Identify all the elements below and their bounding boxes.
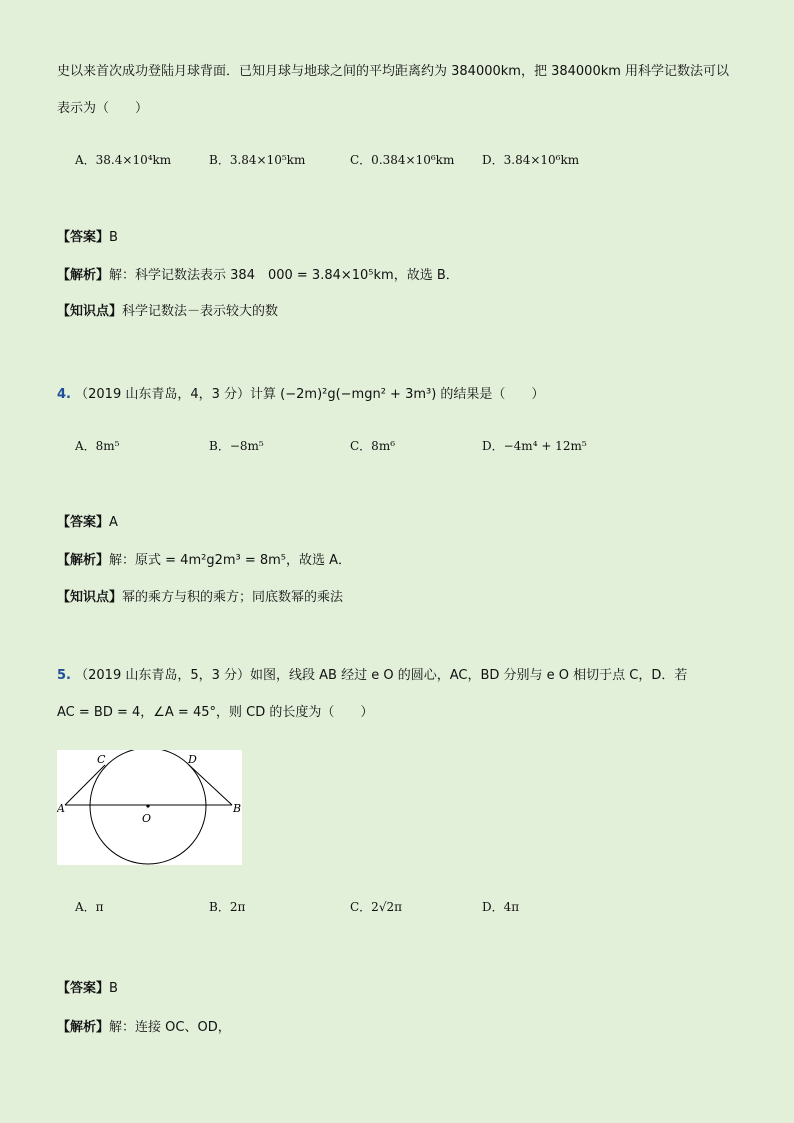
geometry-figure (57, 750, 242, 865)
q3-option-b: B．3.84×10⁵km (209, 153, 306, 167)
q5-option-c: C．2√2π (350, 900, 402, 914)
q3-stem-line2: 表示为（ ） (57, 101, 149, 116)
center-point (146, 804, 149, 807)
question-source: （2019 山东青岛，5，3 分） (75, 668, 251, 683)
label-o: O (142, 812, 152, 825)
knowledge-text: 科学记数法－表示较大的数 (122, 304, 279, 319)
q4-option-c: C．8m⁶ (350, 439, 396, 453)
q3-analysis-row (57, 266, 459, 286)
q3-stem-line1: 史以来首次成功登陆月球背面．已知月球与地球之间的平均距离约为 384000km，把 384000km 用科学记数法可以 (57, 64, 730, 79)
q5-option-a: A．π (75, 900, 104, 914)
label-c: C (97, 753, 106, 766)
q3-option-c: C．0.384×10⁶km (350, 153, 455, 167)
answer-value: B (109, 230, 118, 245)
answer-label: 【答案】 (57, 981, 110, 996)
answer-value: A (109, 515, 118, 530)
q4-option-d: D．−4m⁴ + 12m⁵ (482, 439, 587, 453)
analysis-label: 【解析】 (57, 1020, 110, 1035)
q4-option-b: B．−8m⁵ (209, 439, 264, 453)
analysis-label: 【解析】 (57, 268, 110, 283)
answer-label: 【答案】 (57, 515, 110, 530)
label-a: A (57, 802, 65, 815)
q5-analysis-row (57, 1018, 231, 1038)
question-text: 如图，线段 AB 经过 e O 的圆心，AC，BD 分别与 e O 相切于点 C，D．若 (250, 668, 688, 683)
q5-option-d: D．4π (482, 900, 520, 914)
question-source: （2019 山东青岛，4，3 分） (75, 387, 251, 402)
circle-tangent-diagram (57, 750, 242, 865)
analysis-text: 解：连接 OC、OD， (109, 1020, 231, 1035)
analysis-label: 【解析】 (57, 553, 110, 568)
q3-answer-row (57, 228, 118, 248)
q3-option-d: D．3.84×10⁶km (482, 153, 580, 167)
q4-knowledge-row (57, 588, 343, 608)
q4-stem (57, 385, 544, 405)
tangent-ac (65, 765, 105, 805)
label-d: D (188, 753, 197, 766)
answer-label: 【答案】 (57, 230, 110, 245)
q5-option-b: B．2π (209, 900, 246, 914)
question-number: 4. (57, 387, 71, 402)
tangent-bd (189, 765, 232, 805)
q4-option-a: A．8m⁵ (75, 439, 120, 453)
knowledge-text: 幂的乘方与积的乘方；同底数幂的乘法 (122, 590, 344, 605)
knowledge-label: 【知识点】 (57, 304, 123, 319)
label-b: B (233, 802, 242, 815)
analysis-text: 解：原式 = 4m²g2m³ = 8m⁵，故选 A． (109, 553, 352, 568)
q4-analysis-row (57, 551, 351, 571)
question-number: 5. (57, 668, 71, 683)
question-text: 计算 (−2m)²g(−mgn² + 3m³) 的结果是（ ） (250, 387, 545, 402)
q3-option-a: A．38.4×10⁴km (75, 153, 172, 167)
answer-value: B (109, 981, 118, 996)
knowledge-label: 【知识点】 (57, 590, 123, 605)
q5-answer-row (57, 979, 118, 999)
q4-answer-row (57, 513, 118, 533)
q3-knowledge-row (57, 302, 278, 322)
q5-stem-line2: AC = BD = 4，∠A = 45°，则 CD 的长度为（ ） (57, 705, 374, 720)
q5-stem-line1 (57, 666, 687, 686)
analysis-text: 解：科学记数法表示 384 000 = 3.84×10⁵km，故选 B． (109, 268, 459, 283)
